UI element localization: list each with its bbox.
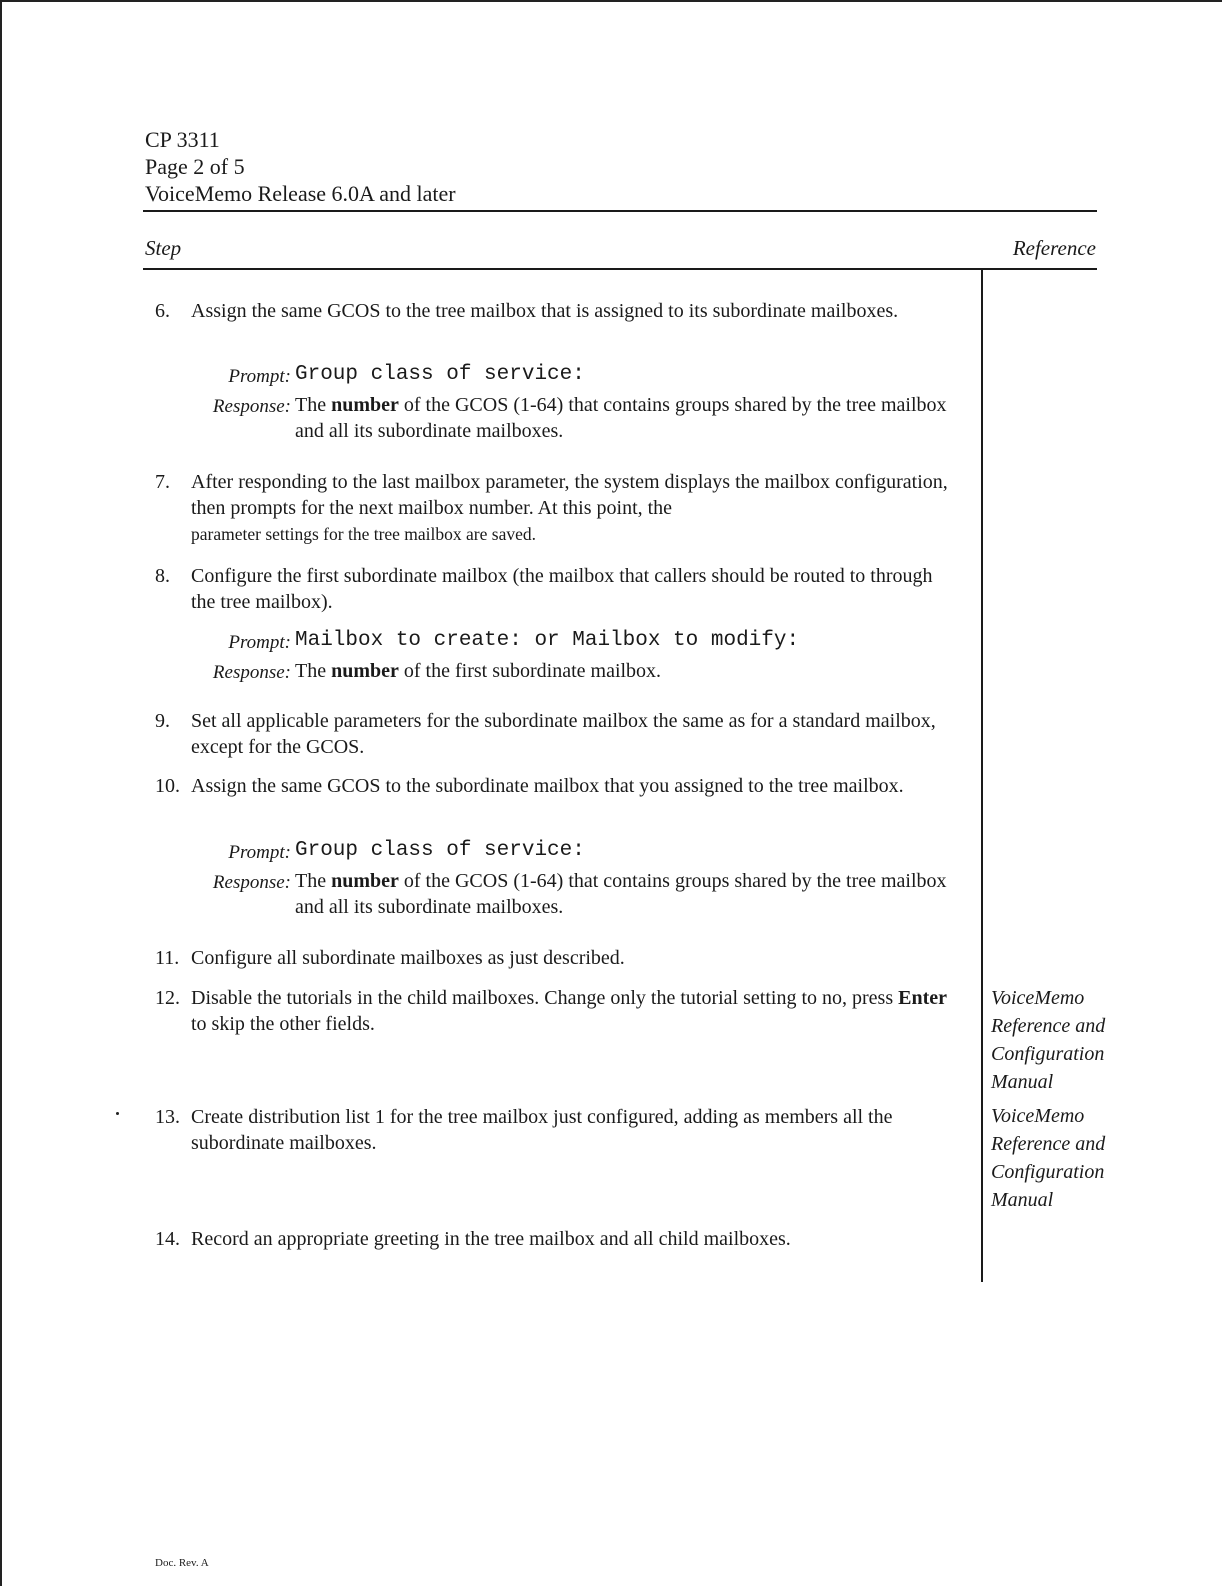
response-label: Response: xyxy=(212,872,291,893)
step-8 xyxy=(155,563,955,615)
step-number: 6. xyxy=(155,300,170,322)
step-number: 14. xyxy=(155,1228,180,1250)
reference-step-12: VoiceMemo Reference and Configuration Manual xyxy=(991,987,1106,1093)
step-number: 10. xyxy=(155,775,180,797)
step-text: Assign the same GCOS to the subordinate mailbox that you assigned to the tree mailbox. xyxy=(191,775,904,797)
step-text: After responding to the last mailbox parameter, the system displays the mailbox configuration, then prompts for the next mailbox number. At this point, the xyxy=(191,471,948,519)
step-number: 13. xyxy=(155,1106,180,1128)
response-row xyxy=(205,392,965,444)
prompt-text: Group class of service: xyxy=(295,839,585,862)
step-column-heading: Step xyxy=(145,236,182,260)
response-text: The number of the GCOS (1-64) that contains groups shared by the tree mailbox and all its subordinate mailboxes. xyxy=(295,870,947,918)
prompt-label: Prompt: xyxy=(228,842,291,863)
header-rule xyxy=(143,210,1097,212)
step-10 xyxy=(155,773,955,799)
reference-column-heading: Reference xyxy=(1012,236,1096,260)
doc-id: CP 3311 xyxy=(145,127,220,152)
prompt-text: Group class of service: xyxy=(295,363,585,386)
step-6 xyxy=(155,298,955,324)
step-7 xyxy=(155,469,955,547)
reference-step-13: VoiceMemo Reference and Configuration Manual xyxy=(991,1105,1106,1211)
response-text: The number of the GCOS (1-64) that contains groups shared by the tree mailbox and all its subordinate mailboxes. xyxy=(295,394,947,442)
step-number: 11. xyxy=(155,947,180,969)
reference-column-divider xyxy=(981,268,983,1282)
step-text: Create distribution list 1 for the tree mailbox just configured, adding as members all the subordinate mailboxes. xyxy=(191,1106,893,1154)
prompt-label: Prompt: xyxy=(228,366,291,387)
step-number: 9. xyxy=(155,710,170,732)
step-text: Assign the same GCOS to the tree mailbox that is assigned to its subordinate mailboxes. xyxy=(191,300,899,322)
step-10-prompt-response xyxy=(205,838,965,920)
step-number: 7. xyxy=(155,471,170,493)
prompt-row xyxy=(205,628,965,658)
scan-speck xyxy=(116,1112,119,1115)
doc-revision: Doc. Rev. A xyxy=(155,1557,209,1569)
step-11 xyxy=(155,945,955,971)
table-rule xyxy=(143,268,1097,270)
step-6-prompt-response xyxy=(205,362,965,444)
step-text: Disable the tutorials in the child mailboxes. Change only the tutorial setting to no, press Enter to skip the other fields. xyxy=(191,987,947,1035)
step-12 xyxy=(155,985,955,1037)
page-number: Page 2 of 5 xyxy=(145,154,245,179)
response-row xyxy=(205,868,965,920)
step-14 xyxy=(155,1226,955,1252)
document-header xyxy=(145,126,456,207)
step-text-continued: parameter settings for the tree mailbox are saved. xyxy=(191,524,536,544)
response-row xyxy=(205,658,965,684)
prompt-row xyxy=(205,838,965,868)
step-9 xyxy=(155,708,955,760)
response-label: Response: xyxy=(212,396,291,417)
step-number: 12. xyxy=(155,987,180,1009)
response-text: The number of the first subordinate mailbox. xyxy=(295,660,662,682)
step-text: Configure the first subordinate mailbox (the mailbox that callers should be routed to through the tree mailbox). xyxy=(191,565,933,613)
step-text: Configure all subordinate mailboxes as just described. xyxy=(191,947,625,969)
step-8-prompt-response xyxy=(205,628,965,684)
prompt-row xyxy=(205,362,965,392)
step-number: 8. xyxy=(155,565,170,587)
prompt-text: Mailbox to create: or Mailbox to modify: xyxy=(295,629,800,652)
release-line: VoiceMemo Release 6.0A and later xyxy=(145,181,456,206)
step-text: Record an appropriate greeting in the tree mailbox and all child mailboxes. xyxy=(191,1228,791,1250)
step-text: Set all applicable parameters for the subordinate mailbox the same as for a standard mailbox, except for the GCOS. xyxy=(191,710,936,758)
step-13 xyxy=(155,1104,955,1156)
response-label: Response: xyxy=(212,662,291,683)
prompt-label: Prompt: xyxy=(228,632,291,653)
